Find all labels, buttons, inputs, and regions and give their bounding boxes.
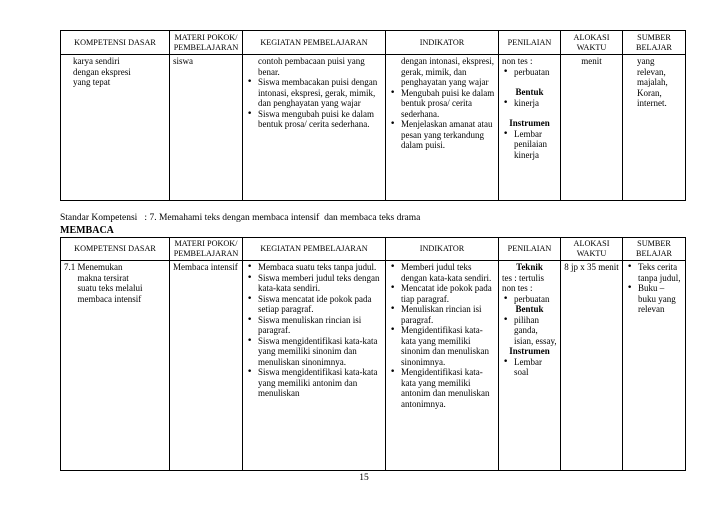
standar-kompetensi: Standar Kompetensi : 7. Memahami teks dengan membaca intensif dan membaca teks drama (60, 213, 421, 223)
header-penilaian: PENILAIAN (499, 238, 561, 261)
kegiatan-continued-text: contoh pembacaan puisi yang benar. (258, 56, 365, 77)
header-materi: MATERI POKOK/ PEMBELAJARAN (170, 31, 243, 55)
alokasi-cell: 8 jp x 35 menit (561, 261, 623, 471)
penilaian-cell (499, 261, 561, 471)
kegiatan-cell (243, 261, 386, 471)
instrumen-label: Instrumen (509, 346, 550, 356)
indikator-cell (386, 55, 499, 201)
bentuk-label: Bentuk (515, 304, 544, 314)
list-item: • Lembar soal (502, 357, 557, 378)
kegiatan-list (246, 262, 382, 399)
table-header-row (61, 31, 686, 55)
list-item: • Mencatat ide pokok pada tiap paragraf. (389, 283, 495, 304)
header-sumber: SUMBER BELAJAR (623, 238, 686, 261)
header-penilaian: PENILAIAN (499, 31, 561, 55)
list-item: • Lembar penilaian kinerja (502, 129, 557, 161)
kegiatan-cell (243, 55, 386, 201)
bentuk-list (502, 98, 557, 109)
list-item: • Memberi judul teks dengan kata-kata sendiri. (389, 262, 495, 283)
list-item: • Buku – buku yang relevan (626, 283, 682, 315)
section-heading: MEMBACA (60, 225, 114, 236)
list-item: • Siswa membacakan puisi dengan intonasi, ekspresi, gerak, mimik, dan penghayatan yang wajar (246, 77, 382, 109)
list-item: • Siswa mencatat ide pokok pada setiap paragraf. (246, 294, 382, 315)
indikator-continued-text: dengan intonasi, ekspresi, gerak, mimik, dan penghayatan yang wajar (401, 56, 494, 87)
table-header-row (61, 238, 686, 261)
bentuk-label: Bentuk (515, 87, 544, 97)
list-item: • kinerja (502, 98, 557, 109)
teknik-label: Teknik (516, 262, 543, 272)
list-item: • perbuatan (502, 67, 557, 78)
sumber-cell (623, 261, 686, 471)
list-item: • Teks cerita tanpa judul, (626, 262, 682, 283)
instrumen-list (502, 129, 557, 161)
header-kompetensi: KOMPETENSI DASAR (61, 238, 170, 261)
penilaian-list (502, 294, 557, 305)
table-competency-membaca (60, 237, 686, 471)
penilaian-intro: non tes : (502, 56, 533, 66)
list-item: • Menuliskan rincian isi paragraf. (389, 304, 495, 325)
sumber-list (626, 262, 682, 315)
list-item: • Mengidentifikasi kata-kata yang memiliki sinonim dan menuliskan sinonimnya. (389, 325, 495, 367)
list-item: • Siswa mengidentifikasi kata-kata yang memiliki antonim dan menuliskan (246, 367, 382, 399)
penilaian-cell (499, 55, 561, 201)
sumber-cell: yang relevan, majalah, Koran, internet. (623, 55, 686, 201)
table-row (61, 55, 686, 201)
indikator-list (389, 88, 495, 151)
indikator-list (389, 262, 495, 409)
list-item: • Menjelaskan amanat atau pesan yang terkandung dalam puisi. (389, 119, 495, 151)
list-item: • pilihan ganda, isian, essay, (502, 315, 557, 347)
list-item: • Siswa menuliskan rincian isi paragraf. (246, 315, 382, 336)
kompetensi-cell: karya sendiri dengan ekspresi yang tepat (61, 55, 170, 201)
list-item: • Mengubah puisi ke dalam bentuk prosa/ cerita sederhana. (389, 88, 495, 120)
penilaian-list (502, 67, 557, 78)
table-competency-continued (60, 30, 686, 201)
header-kegiatan: KEGIATAN PEMBELAJARAN (243, 31, 386, 55)
header-kompetensi: KOMPETENSI DASAR (61, 31, 170, 55)
bentuk-list (502, 315, 557, 347)
list-item: • perbuatan (502, 294, 557, 305)
list-item: • Siswa mengidentifikasi kata-kata yang memiliki sinonim dan menuliskan sinonimnya. (246, 336, 382, 368)
list-item: • Siswa memberi judul teks dengan kata-kata sendiri. (246, 273, 382, 294)
kegiatan-list (246, 77, 382, 130)
alokasi-cell: menit (561, 55, 623, 201)
list-item: • Mengidentifikasi kata-kata yang memiliki antonim dan menuliskan antonimnya. (389, 367, 495, 409)
instrumen-list (502, 357, 557, 378)
kompetensi-cell: 7.1 Menemukan makna tersirat suatu teks melalui membaca intensif (61, 261, 170, 471)
header-materi: MATERI POKOK/ PEMBELAJARAN (170, 238, 243, 261)
list-item: • Membaca suatu teks tanpa judul. (246, 262, 382, 273)
header-indikator: INDIKATOR (386, 238, 499, 261)
indikator-cell (386, 261, 499, 471)
teknik-text: tes : tertulis non tes : (502, 272, 544, 293)
header-sumber: SUMBER BELAJAR (623, 31, 686, 55)
materi-cell: Membaca intensif (170, 261, 243, 471)
list-item: • Siswa mengubah puisi ke dalam bentuk prosa/ cerita sederhana. (246, 109, 382, 130)
header-alokasi: ALOKASI WAKTU (561, 31, 623, 55)
instrumen-label: Instrumen (509, 118, 550, 128)
header-indikator: INDIKATOR (386, 31, 499, 55)
materi-cell: siswa (170, 55, 243, 201)
header-kegiatan: KEGIATAN PEMBELAJARAN (243, 238, 386, 261)
table-row (61, 261, 686, 471)
page-number: 15 (359, 473, 369, 483)
header-alokasi: ALOKASI WAKTU (561, 238, 623, 261)
